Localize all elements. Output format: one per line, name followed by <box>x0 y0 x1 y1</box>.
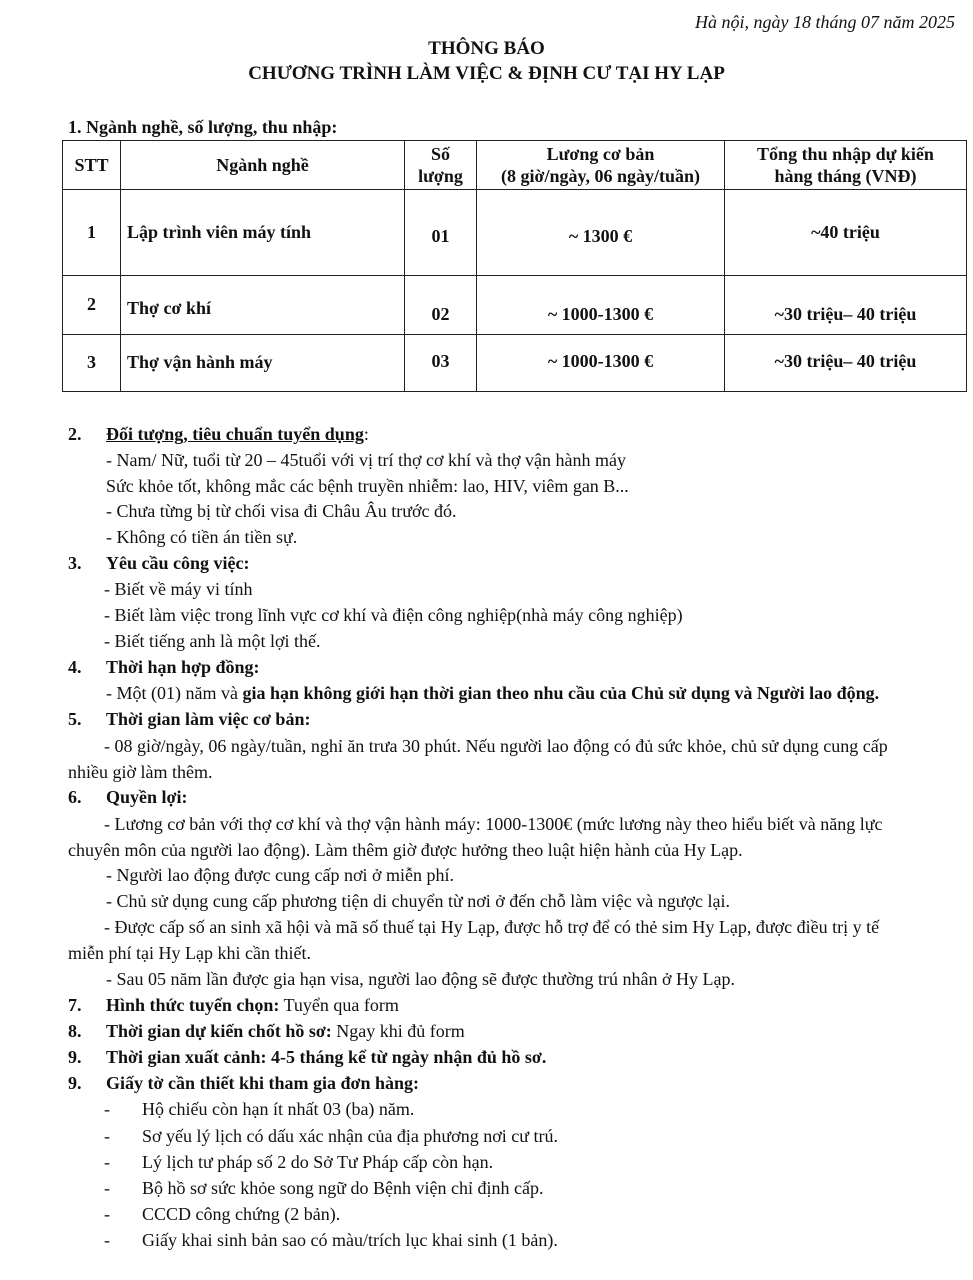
col-header-qty-line1: Số <box>430 143 450 164</box>
section-7-value: Tuyển qua form <box>279 995 399 1015</box>
row-income: ~30 triệu– 40 triệu <box>725 276 967 335</box>
list-item <box>104 1178 543 1200</box>
section-2-colon: : <box>363 424 369 444</box>
section-8 <box>68 1021 465 1043</box>
section-1-heading: 1. Ngành nghề, số lượng, thu nhập: <box>68 117 338 137</box>
table-row <box>63 190 967 276</box>
section-4-heading <box>68 657 260 679</box>
row-salary: ~ 1000-1300 € <box>477 276 725 335</box>
row-qty: 03 <box>405 335 477 392</box>
section-9b-title: Giấy tờ cần thiết khi tham gia đơn hàng: <box>106 1073 419 1093</box>
section-2-line: - Chưa từng bị từ chối visa đi Châu Âu trước đó. <box>106 501 457 521</box>
section-4-number: 4. <box>68 657 82 677</box>
section-6-line: - Được cấp số an sinh xã hội và mã số thuế tại Hy Lạp, được hỗ trợ để có thẻ sim Hy Lạp, được điều trị y tế <box>104 917 880 937</box>
section-9-documents <box>68 1073 419 1095</box>
section-4-line <box>106 683 879 705</box>
section-9b-number: 9. <box>68 1073 82 1093</box>
row-stt: 3 <box>63 335 121 392</box>
section-8-title: Thời gian dự kiến chốt hồ sơ: <box>106 1021 332 1041</box>
row-income: ~30 triệu– 40 triệu <box>725 335 967 392</box>
section-7-number: 7. <box>68 995 82 1015</box>
row-income: ~40 triệu <box>725 190 967 276</box>
list-dash: - <box>104 1126 110 1146</box>
section-6-line: miễn phí tại Hy Lạp khi cần thiết. <box>68 943 311 963</box>
section-3-line: - Biết tiếng anh là một lợi thế. <box>104 631 321 651</box>
section-9a-number: 9. <box>68 1047 82 1067</box>
section-2-heading <box>68 424 369 446</box>
section-5-heading <box>68 709 310 731</box>
list-item <box>104 1230 558 1252</box>
section-6-line: chuyên môn của người lao động). Làm thêm giờ được hưởng theo luật hiện hành của Hy Lạp. <box>68 840 743 860</box>
section-7-title: Hình thức tuyển chọn: <box>106 995 280 1015</box>
list-dash: - <box>104 1230 110 1250</box>
section-8-value: Ngay khi đủ form <box>331 1021 465 1041</box>
table-row <box>63 276 967 335</box>
section-6-line: - Chủ sử dụng cung cấp phương tiện di chuyển từ nơi ở đến chỗ làm việc và ngược lại. <box>106 891 730 911</box>
section-6-line: - Sau 05 năm lần được gia hạn visa, người lao động sẽ được thường trú nhân ở Hy Lạp. <box>106 969 735 989</box>
row-job-name: Thợ vận hành máy <box>121 335 405 392</box>
section-2-title: Đối tượng, tiêu chuẩn tuyển dụng <box>106 424 364 444</box>
document-subtitle: CHƯƠNG TRÌNH LÀM VIỆC & ĐỊNH CƯ TẠI HY LẠP <box>248 63 725 84</box>
list-dash: - <box>104 1099 110 1119</box>
section-4-title: Thời hạn hợp đồng: <box>106 657 260 677</box>
section-6-number: 6. <box>68 787 82 807</box>
section-3-number: 3. <box>68 553 82 573</box>
col-header-qty <box>405 141 477 190</box>
section-6-heading <box>68 787 187 809</box>
section-5-line: nhiều giờ làm thêm. <box>68 762 213 782</box>
jobs-table <box>62 140 967 392</box>
section-6-title: Quyền lợi: <box>106 787 188 807</box>
list-item-text: Lý lịch tư pháp số 2 do Sở Tư Pháp cấp còn hạn. <box>142 1152 494 1172</box>
col-header-stt: STT <box>63 141 121 190</box>
col-header-salary-line2: (8 giờ/ngày, 06 ngày/tuần) <box>500 166 700 186</box>
list-item-text: Hộ chiếu còn hạn ít nhất 03 (ba) năm. <box>142 1099 415 1119</box>
section-3-line: - Biết làm việc trong lĩnh vực cơ khí và điện công nghiệp(nhà máy công nghiệp) <box>104 605 683 625</box>
table-header-row <box>63 141 967 190</box>
section-7 <box>68 995 399 1017</box>
list-dash: - <box>104 1152 110 1172</box>
list-item <box>104 1126 558 1148</box>
document-title: THÔNG BÁO <box>428 38 545 59</box>
row-qty: 02 <box>405 276 477 335</box>
list-item-text: Giấy khai sinh bản sao có màu/trích lục khai sinh (1 bản). <box>142 1230 558 1250</box>
section-5-number: 5. <box>68 709 82 729</box>
list-item <box>104 1152 493 1174</box>
col-header-income <box>725 141 967 190</box>
col-header-income-line2: hàng tháng (VNĐ) <box>774 166 917 186</box>
row-stt: 1 <box>63 190 121 276</box>
section-4-line-bold: gia hạn không giới hạn thời gian theo nhu cầu của Chủ sử dụng và Người lao động. <box>242 683 880 703</box>
row-job-name: Thợ cơ khí <box>121 276 405 335</box>
section-9-departure <box>68 1047 546 1069</box>
section-3-title: Yêu cầu công việc: <box>106 553 250 573</box>
section-2-line: - Không có tiền án tiền sự. <box>106 527 298 547</box>
section-2-line: Sức khỏe tốt, không mắc các bệnh truyền nhiễm: lao, HIV, viêm gan B... <box>106 476 629 496</box>
list-dash: - <box>104 1178 110 1198</box>
row-job-name: Lập trình viên máy tính <box>121 190 405 276</box>
list-item <box>104 1204 340 1226</box>
table-row <box>63 335 967 392</box>
row-salary: ~ 1300 € <box>477 190 725 276</box>
section-6-line: - Người lao động được cung cấp nơi ở miễn phí. <box>106 865 455 885</box>
col-header-qty-line2: lượng <box>418 166 463 186</box>
section-5-title: Thời gian làm việc cơ bản: <box>106 709 311 729</box>
section-9a-title: Thời gian xuất cảnh: 4-5 tháng kể từ ngày nhận đủ hồ sơ. <box>106 1047 547 1067</box>
list-item-text: Bộ hồ sơ sức khỏe song ngữ do Bệnh viện chỉ định cấp. <box>142 1178 544 1198</box>
row-salary: ~ 1000-1300 € <box>477 335 725 392</box>
section-8-number: 8. <box>68 1021 82 1041</box>
list-item-text: CCCD công chứng (2 bản). <box>142 1204 341 1224</box>
list-item <box>104 1099 414 1121</box>
row-stt: 2 <box>63 276 121 335</box>
section-2-number: 2. <box>68 424 82 444</box>
section-5-line: - 08 giờ/ngày, 06 ngày/tuần, nghỉ ăn trưa 30 phút. Nếu người lao động có đủ sức khỏe, chủ sử dụng cung cấp <box>104 736 888 756</box>
section-3-line: - Biết về máy vi tính <box>104 579 253 599</box>
section-3-heading <box>68 553 249 575</box>
col-header-salary-line1: Lương cơ bản <box>546 143 655 164</box>
row-qty: 01 <box>405 190 477 276</box>
list-item-text: Sơ yếu lý lịch có dấu xác nhận của địa phương nơi cư trú. <box>142 1126 558 1146</box>
section-6-line: - Lương cơ bản với thợ cơ khí và thợ vận hành máy: 1000-1300€ (mức lương này theo hiểu biết và năng lực <box>104 814 883 834</box>
col-header-name: Ngành nghề <box>121 141 405 190</box>
section-2-line: - Nam/ Nữ, tuổi từ 20 – 45tuổi với vị trí thợ cơ khí và thợ vận hành máy <box>106 450 627 470</box>
section-4-line-plain: - Một (01) năm và <box>106 683 243 703</box>
document-date: Hà nội, ngày 18 tháng 07 năm 2025 <box>695 12 955 32</box>
col-header-salary <box>477 141 725 190</box>
col-header-income-line1: Tổng thu nhập dự kiến <box>757 143 934 164</box>
list-dash: - <box>104 1204 110 1224</box>
